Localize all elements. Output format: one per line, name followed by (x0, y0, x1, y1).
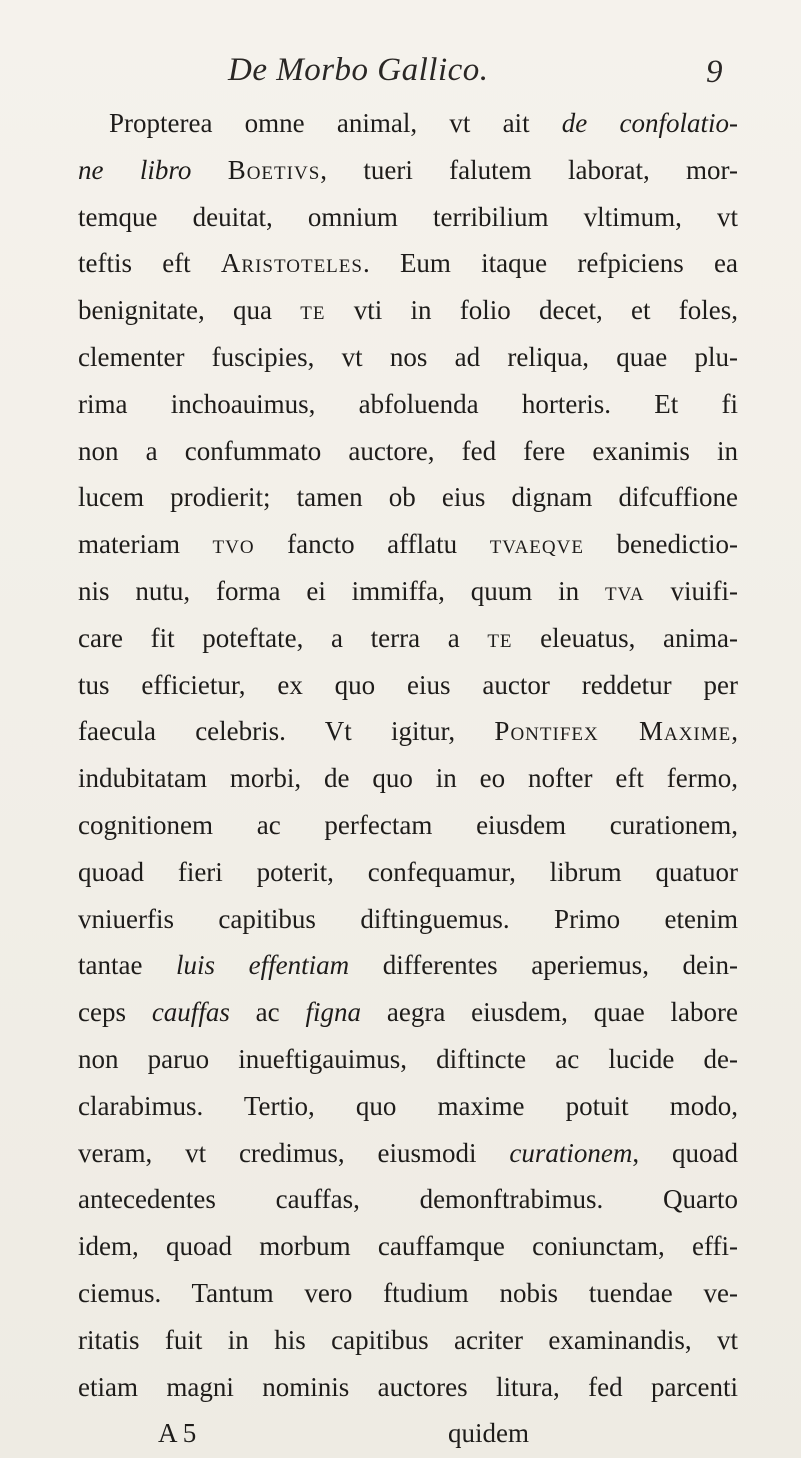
text-line: materiam tvo fancto afflatu tvaeqve benedictio- (78, 529, 738, 560)
small-caps-text: te (300, 295, 326, 326)
text-line: non a confummato auctore, fed fere exanimis in (78, 435, 738, 466)
running-title: De Morbo Gallico. (228, 52, 489, 88)
text-line: clarabimus. Tertio, quo maxime potuit modo, (78, 1090, 738, 1121)
body-text (78, 100, 738, 1457)
small-caps-text: tva (605, 575, 645, 606)
text-line: teftis eft Aristoteles. Eum itaque refpiciens ea (78, 248, 738, 279)
text-line: indubitatam morbi, de quo in eo nofter eft fermo, (78, 763, 738, 794)
text-line: rima inchoauimus, abfoluenda horteris. Et fi (78, 388, 738, 419)
text-line: lucem prodierit; tamen ob eius dignam difcuffione (78, 482, 738, 513)
text-line: tus efficietur, ex quo eius auctor reddetur per (78, 669, 738, 700)
text-line: temque deuitat, omnium terribilium vltimum, vt (78, 201, 738, 232)
small-caps-text: Boetivs (227, 154, 321, 185)
small-caps-text: tvaeqve (489, 529, 584, 560)
italic-text: figna (305, 997, 362, 1028)
italic-text: luis effentiam (176, 950, 350, 981)
small-caps-text: Aristoteles (220, 248, 363, 279)
text-line: care fit poteftate, a terra a te eleuatus, anima- (78, 622, 738, 653)
catchword: quidem (448, 1418, 529, 1449)
text-line: vniuerfis capitibus diftinguemus. Primo etenim (78, 903, 738, 934)
small-caps-text: Pontifex Maxime (494, 716, 732, 747)
text-line: quoad fieri poterit, confequamur, librum quatuor (78, 856, 738, 887)
text-line: faecula celebris. Vt igitur, Pontifex Maxime, (78, 716, 738, 747)
text-line: antecedentes cauffas, demonftrabimus. Quarto (78, 1184, 738, 1215)
text-line: Propterea omne animal, vt ait de confolatio- (109, 108, 738, 138)
small-caps-text: te (487, 622, 513, 653)
italic-text: curationem (509, 1137, 633, 1168)
italic-text: de confolatio- (561, 108, 738, 138)
text-line: cognitionem ac perfectam eiusdem curationem, (78, 809, 738, 840)
text-line: non paruo inueftigauimus, diftincte ac lucide de- (78, 1043, 738, 1074)
text-line: benignitate, qua te vti in folio decet, et foles, (78, 295, 738, 326)
page-number: 9 (706, 54, 723, 90)
small-caps-text: tvo (212, 529, 255, 560)
text-line: ceps cauffas ac figna aegra eiusdem, quae labore (78, 997, 738, 1028)
italic-text: cauffas (151, 997, 230, 1028)
footer-line (78, 1410, 738, 1457)
text-lines (78, 100, 738, 1410)
text-line: tantae luis effentiam differentes aperiemus, dein- (78, 950, 738, 981)
running-head (0, 52, 801, 102)
text-line: etiam magni nominis auctores litura, fed parcenti (78, 1371, 738, 1402)
text-line: idem, quoad morbum cauffamque coniunctam, effi- (78, 1231, 738, 1262)
text-line: ciemus. Tantum vero ftudium nobis tuendae ve- (78, 1277, 738, 1308)
text-line: ne libro Boetivs, tueri falutem laborat, mor- (78, 154, 738, 185)
text-line: nis nutu, forma ei immiffa, quum in tva viuifi- (78, 575, 738, 606)
text-line: clementer fuscipies, vt nos ad reliqua, quae plu- (78, 341, 738, 372)
text-line: ritatis fuit in his capitibus acriter examinandis, vt (78, 1324, 738, 1355)
italic-text: ne libro (78, 154, 192, 185)
signature-mark: A 5 (158, 1418, 197, 1449)
text-line: veram, vt credimus, eiusmodi curationem, quoad (78, 1137, 738, 1168)
